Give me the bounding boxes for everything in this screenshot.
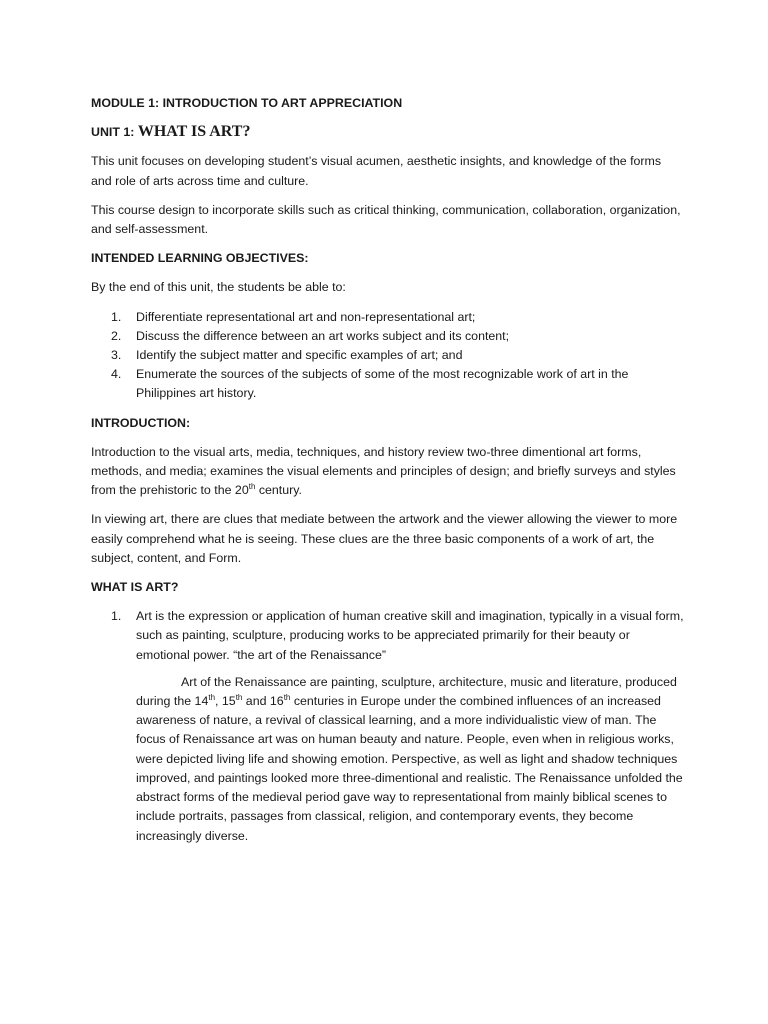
intro-paragraph-1: This unit focuses on developing student’s visual acumen, aesthetic insights, and knowledge of the forms and role of arts across time and culture.: [91, 154, 662, 188]
list-number: 3.: [111, 348, 122, 363]
list-text: Discuss the difference between an art works subject and its content;: [136, 328, 510, 343]
list-text: Differentiate representational art and non-representational art;: [136, 309, 476, 324]
list-item: [91, 607, 684, 665]
list-text: Art is the expression or application of human creative skill and imagination, typically in a visual form, such as painting, sculpture, producing works to be appreciated primarily for their beauty or emotional power. “the art of the Renaissance”: [136, 609, 684, 662]
unit-title: [91, 122, 684, 142]
list-item: [91, 365, 684, 403]
unit-main-title: WHAT IS ART?: [137, 123, 251, 141]
list-number: 4.: [111, 367, 122, 382]
introduction-heading: INTRODUCTION:: [91, 415, 191, 430]
objectives-list: [91, 308, 684, 404]
introduction-paragraph-2: In viewing art, there are clues that mediate between the artwork and the viewer allowing the viewer to more easily comprehend what he is seeing. These clues are the three basic components of a work of art, the subject, content, and Form.: [91, 512, 678, 565]
text-run: , 15: [215, 694, 236, 709]
text-run: century.: [255, 483, 302, 498]
text-run: centuries in Europe under the combined influences of an increased awareness of nature, a revival of classical learning, and a more individualistic view of man. The focus of Renaissance art was on human beauty and nature. People, even when in religious works, were depicted living life and showing emotion. Perspective, as well as light and shadow techniques improved, and paintings looked more three-dimentional and realistic. The Renaissance unfolded the abstract forms of the medieval period gave way to representational from mainly biblical scenes to include portraits, passages from classical, religion, and contemporary events, they become increasingly diverse.: [136, 694, 683, 843]
list-number: 2.: [111, 328, 122, 343]
module-title: MODULE 1: INTRODUCTION TO ART APPRECIATION: [91, 96, 403, 110]
list-text: Enumerate the sources of the subjects of some of the most recognizable work of art in the Philippines art history.: [136, 367, 629, 401]
list-text: Identify the subject matter and specific examples of art; and: [136, 348, 463, 363]
list-item: [91, 308, 684, 327]
list-item: [91, 346, 684, 365]
introduction-paragraph-1: [91, 443, 684, 501]
what-is-art-heading: WHAT IS ART?: [91, 580, 179, 595]
list-item: [91, 327, 684, 346]
renaissance-paragraph: [91, 673, 684, 846]
list-number: 1.: [111, 309, 122, 324]
text-run: Introduction to the visual arts, media, techniques, and history review two-three dimentional art forms, methods, and media; examines the visual elements and principles of design; and briefly surveys and styles from the prehistoric to the 20: [91, 444, 676, 498]
list-number: 1.: [111, 609, 122, 624]
what-is-art-list: [91, 607, 684, 665]
text-run: Art of the Renaissance are painting, sculpture, architecture, music and literature, produced during the 14: [136, 674, 677, 709]
intro-paragraph-2: This course design to incorporate skills such as critical thinking, communication, collaboration, organization, and self-assessment.: [91, 202, 681, 237]
superscript: th: [283, 692, 291, 702]
superscript: th: [235, 692, 243, 702]
unit-prefix: UNIT 1:: [91, 125, 138, 140]
objectives-lead: By the end of this unit, the students be able to:: [91, 280, 346, 295]
superscript: th: [248, 482, 256, 492]
superscript: th: [208, 692, 216, 702]
objectives-heading: INTENDED LEARNING OBJECTIVES:: [91, 251, 309, 266]
text-run: and 16: [242, 694, 284, 709]
